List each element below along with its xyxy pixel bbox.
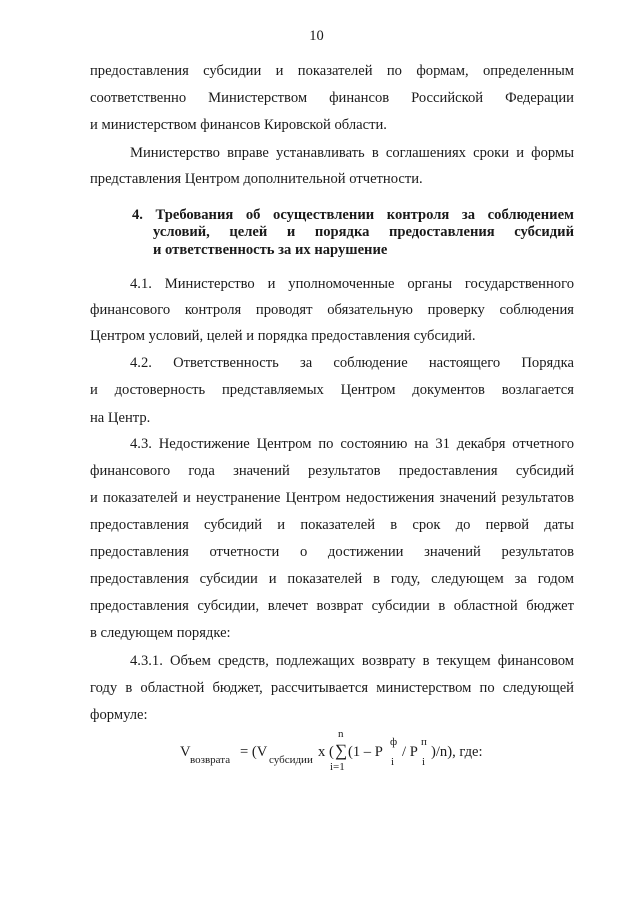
paragraph-line: 4.3. Недостижение Центром по состоянию на 31 декабря отчетного: [130, 436, 574, 452]
formula-subscript-return: возврата: [190, 754, 231, 766]
paragraph-line: 4.2. Ответственность за соблюдение настоящего Порядка: [130, 355, 574, 371]
paragraph-line: Министерство вправе устанавливать в соглашениях сроки и формы: [130, 145, 574, 161]
formula-open: = (V: [240, 744, 268, 760]
paragraph-line: предоставления субсидий и показателей в срок до первой даты: [90, 517, 574, 533]
formula-v: V: [180, 744, 191, 760]
formula-sub-i: i: [391, 756, 395, 768]
paragraph-line: представления Центром дополнительной отчетности.: [90, 171, 423, 187]
paragraph-line: и достоверность представляемых Центром документов возлагается: [90, 382, 574, 398]
paragraph-line: предоставления отчетности о достижении значений результатов: [90, 544, 574, 560]
formula-tail: )/n), где:: [431, 744, 483, 760]
section-heading-line: 4. Требования об осуществлении контроля за соблюдением: [132, 207, 574, 223]
section-heading-line: и ответственность за их нарушение: [153, 242, 388, 258]
section-heading-line: условий, целей и порядка предоставления субсидий: [153, 224, 574, 240]
sum-icon: ∑: [335, 741, 348, 760]
paragraph-line: 4.1. Министерство и уполномоченные органы государственного: [130, 276, 574, 292]
formula-sum-lower: i=1: [330, 761, 345, 773]
paragraph-line: на Центр.: [90, 410, 151, 426]
paragraph-line: в следующем порядке:: [90, 625, 231, 641]
paragraph-line: году в областной бюджет, рассчитывается министерством по следующей: [90, 680, 574, 696]
paragraph-line: финансового года значений результатов предоставления субсидий: [90, 463, 574, 479]
return-amount-formula: [180, 728, 600, 778]
formula-sup-fact: ф: [390, 736, 398, 748]
paragraph-line: предоставления субсидии и показателей по формам, определенным: [90, 63, 574, 79]
formula-term: (1 – P: [348, 744, 383, 760]
paragraph-line: соответственно Министерством финансов Российской Федерации: [90, 90, 574, 106]
paragraph-line: формуле:: [90, 707, 148, 723]
paragraph-line: 4.3.1. Объем средств, подлежащих возврату в текущем финансовом: [130, 653, 574, 669]
paragraph-line: Центром условий, целей и порядка предоставления субсидий.: [90, 328, 476, 344]
formula-sum-upper: n: [338, 728, 344, 740]
formula-subscript-subsidy: субсидии: [269, 754, 313, 766]
paragraph-line: и показателей и неустранение Центром недостижения значений результатов: [90, 490, 574, 506]
paragraph-line: и министерством финансов Кировской области.: [90, 117, 387, 133]
formula-times: x (: [318, 744, 334, 760]
formula-sup-plan: п: [421, 736, 427, 748]
paragraph-line: предоставления субсидии, влечет возврат субсидии в областной бюджет: [90, 598, 574, 614]
formula-slash: / P: [402, 744, 418, 760]
formula-sub-i: i: [422, 756, 426, 768]
paragraph-line: предоставления субсидии и показателей в году, следующем за годом: [90, 571, 574, 587]
page-number: 10: [309, 28, 324, 44]
paragraph-line: финансового контроля проводят обязательную проверку соблюдения: [90, 302, 574, 318]
